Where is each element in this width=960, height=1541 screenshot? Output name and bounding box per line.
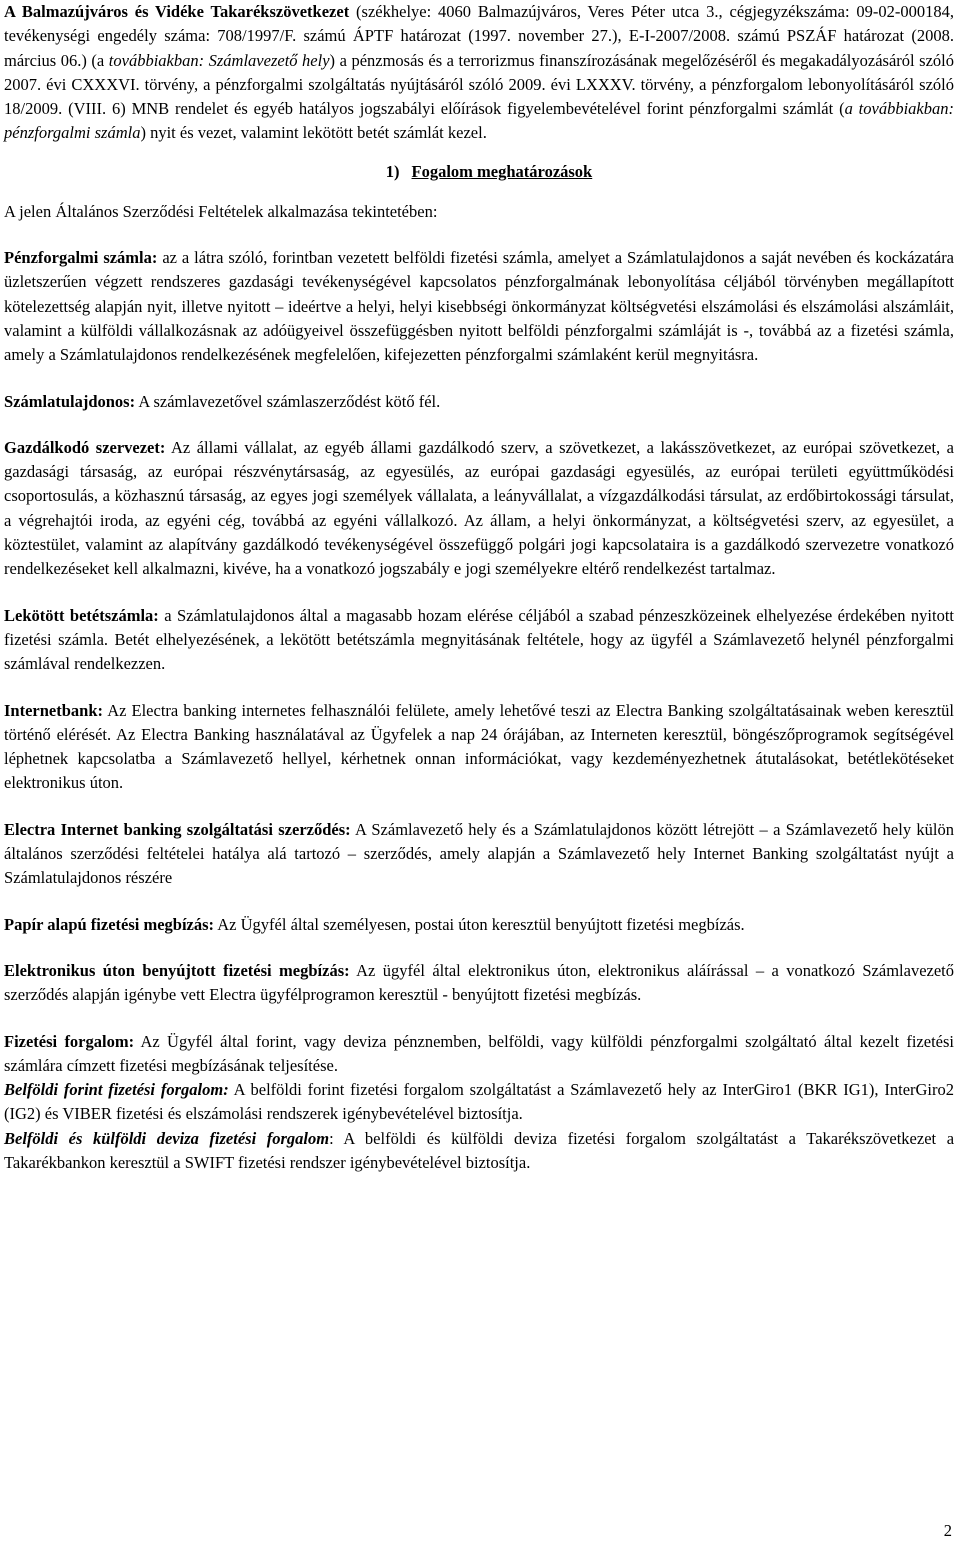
domestic-payments-text: A belföldi forint fizetési forgalom szolgáltatást a Számlavezető hely az InterGiro1 (BKR IG1), InterGiro2 (IG2) és VIBER fizetési és elszámolási rendszerek igénybevételével biztosítja. — [4, 1080, 955, 1124]
definition-term: Gazdálkodó szervezet: — [4, 437, 166, 457]
payments-text: Az Ügyfél által forint, vagy deviza pénznemben, belföldi, vagy külföldi pénzforgalmi szolgáltató által kezelt fizetési számlára címzett fizetési megbízásának teljesítése. — [4, 1031, 954, 1075]
definition-term: Electra Internet banking szolgáltatási szerződés: — [4, 819, 351, 839]
definition-item — [4, 604, 954, 677]
definition-text: Az állami vállalat, az egyéb állami gazdálkodó szerv, a szövetkezet, a lakásszövetkezet, az európai szövetkezet, a gazdasági társaság, az európai részvénytársaság, az egyesülés, az európai gazdasági egyesülés, az európai területi együttműködési csoportosulás, a közhasznú társaság, az egyes jogi személyek vállalata, a leányvállalat, a vízgazdálkodási társulat, az erdőbirtokossági társulat, a végrehajtói iroda, az egyéni cég, továbbá az egyéni vállalkozó. Az állam, a helyi önkormányzat, a költségvetési szerv, az egyesület, a köztestület, valamint az alapítvány gazdálkodó tevékenységével összefüggő polgári jogi kapcsolataira is a gazdálkodó szervezetre vonatkozó rendelkezéseket kell alkalmazni, kivéve, ha a vonatkozó jogszabály e jogi személyekre eltérő rendelkezést tartalmaz. — [4, 437, 955, 579]
intro-italic-1: továbbiakban: Számlavezető hely — [108, 50, 330, 70]
definition-item — [4, 436, 954, 582]
definition-term: Lekötött betétszámla: — [4, 605, 159, 625]
document-page — [4, 0, 954, 1175]
intro-text-2: ) a pénzmosás és a terrorizmus finanszírozásának megelőzéséről és megakadályozásáról szóló 2007. évi CXXXVI. törvény, a pénzforgalmi szolgáltatás nyújtásáról szóló 2009. évi LXXXV. törvény, a pénzforgalom lebonyolításáról szóló 18/2009. (VIII. 6) MNB rendelet és egyéb hatályos jogszabályi előírások figyelembevételével forint pénzforgalmi számlát ( — [4, 50, 954, 119]
definition-item — [4, 390, 954, 414]
foreign-payments-term: Belföldi és külföldi deviza fizetési forgalom — [4, 1128, 330, 1148]
definition-item — [4, 818, 954, 891]
definition-term: Elektronikus úton benyújtott fizetési megbízás: — [4, 960, 350, 980]
foreign-payments-definition — [4, 1127, 954, 1176]
intro-paragraph — [4, 0, 954, 146]
definition-text: az a látra szóló, forintban vezetett belföldi fizetési számla, amelyet a Számlatulajdonos a saját nevében és kockázatára üzletszerűen végzett rendszeres gazdasági tevékenységével kapcsolatos pénzforgalmának lebonyolítása céljából törvényben megállapított kötelezettség alapján nyit, illetve nyitott – ideértve a helyi, helyi kisebbségi önkormányzat költségvetési elszámolási és elszámolási alszámláit, valamint a külföldi vállalkozásnak az adóügyeivel összefüggésben nyitott belföldi pénzforgalmi számláját is -, továbbá az a fizetési számla, amely a Számlatulajdonos rendelkezésének megfelelően, kifejezetten pénzforgalmi számlaként kerül megnyitásra. — [4, 248, 955, 365]
definition-text: Az Electra banking internetes felhasználói felülete, amely lehetővé teszi az Electra Banking szolgáltatásainak weben keresztül történő elérését. Az Electra Banking használatával az Ügyfelek a nap 24 órájában, az Interneten keresztül, böngészőprogramok segítségével léphetnek kapcsolatba a Számlavezető hellyel, kérhetnek onnan információkat, vagy kezdeményezhetnek átutalásokat, betétlekötéseket elektronikus úton. — [4, 700, 954, 793]
domestic-payments-term: Belföldi forint fizetési forgalom: — [4, 1080, 229, 1100]
lead-sentence: A jelen Általános Szerződési Feltételek alkalmazása tekintetében: — [4, 201, 438, 221]
section-heading — [4, 160, 954, 184]
definition-item — [4, 246, 954, 367]
payments-term: Fizetési forgalom: — [4, 1031, 135, 1051]
definition-term: Internetbank: — [4, 700, 104, 720]
definition-text: Az Ügyfél által személyesen, postai úton keresztül benyújtott fizetési megbízás. — [214, 914, 745, 934]
definition-text: A Számlavezető hely és a Számlatulajdonos között létrejött – a Számlavezető hely külön általános szerződési feltételei hatálya alá tartozó – szerződés, amely alapján a Számlavezető hely Internet Banking szolgáltatást nyújt a Számlatulajdonos részére — [4, 819, 954, 888]
definition-item — [4, 959, 954, 1008]
bank-name: A Balmazújváros és Vidéke Takarékszövetkezet — [4, 2, 350, 21]
intro-italic-2: a továbbiakban: pénzforgalmi számla — [4, 99, 954, 143]
definition-item — [4, 699, 954, 796]
intro-text-1: (székhelye: 4060 Balmazújváros, Veres Péter utca 3., cégjegyzékszáma: 09-02-000184, tevékenységi engedély száma: 708/1997/F. számú ÁPTF határozat (1997. november 27.), E-I-2007/2008. számú PSZÁF határozat (2008. március 06.) (a — [4, 2, 954, 70]
domestic-payments-definition — [4, 1078, 954, 1127]
page-number: 2 — [943, 1521, 952, 1540]
definition-term: Papír alapú fizetési megbízás: — [4, 914, 215, 934]
definition-text: A számlavezetővel számlaszerződést kötő fél. — [135, 391, 441, 411]
definition-text: a Számlatulajdonos által a magasabb hozam elérése céljából a szabad pénzeszközeinek elhelyezése érdekében nyitott fizetési számla. Betét elhelyezésének, a lekötött betétszámla megnyitásának feltétele, hogy az ügyfél a Számlavezető helynél pénzforgalmi számlával rendelkezzen. — [4, 605, 954, 674]
section-number: 1) — [385, 161, 400, 181]
definition-text: Az ügyfél által elektronikus úton, elektronikus aláírással – a vonatkozó Számlavezető szerződés alapján igénybe vett Electra ügyfélprogramon keresztül - benyújtott fizetési megbízás. — [4, 960, 954, 1005]
intro-text-3: ) nyit és vezet, valamint lekötött betét számlát kezel. — [140, 123, 487, 143]
foreign-payments-text: : A belföldi és külföldi deviza fizetési forgalom szolgáltatást a Takarékszövetkezet a Takarékbankon keresztül a SWIFT fizetési rendszer igénybevételével biztosítja. — [4, 1128, 955, 1172]
definition-term: Pénzforgalmi számla: — [4, 248, 158, 268]
definition-term: Számlatulajdonos: — [4, 391, 136, 411]
payments-definition — [4, 1030, 954, 1079]
definition-item — [4, 913, 954, 937]
section-title: Fogalom meghatározások — [411, 161, 593, 181]
